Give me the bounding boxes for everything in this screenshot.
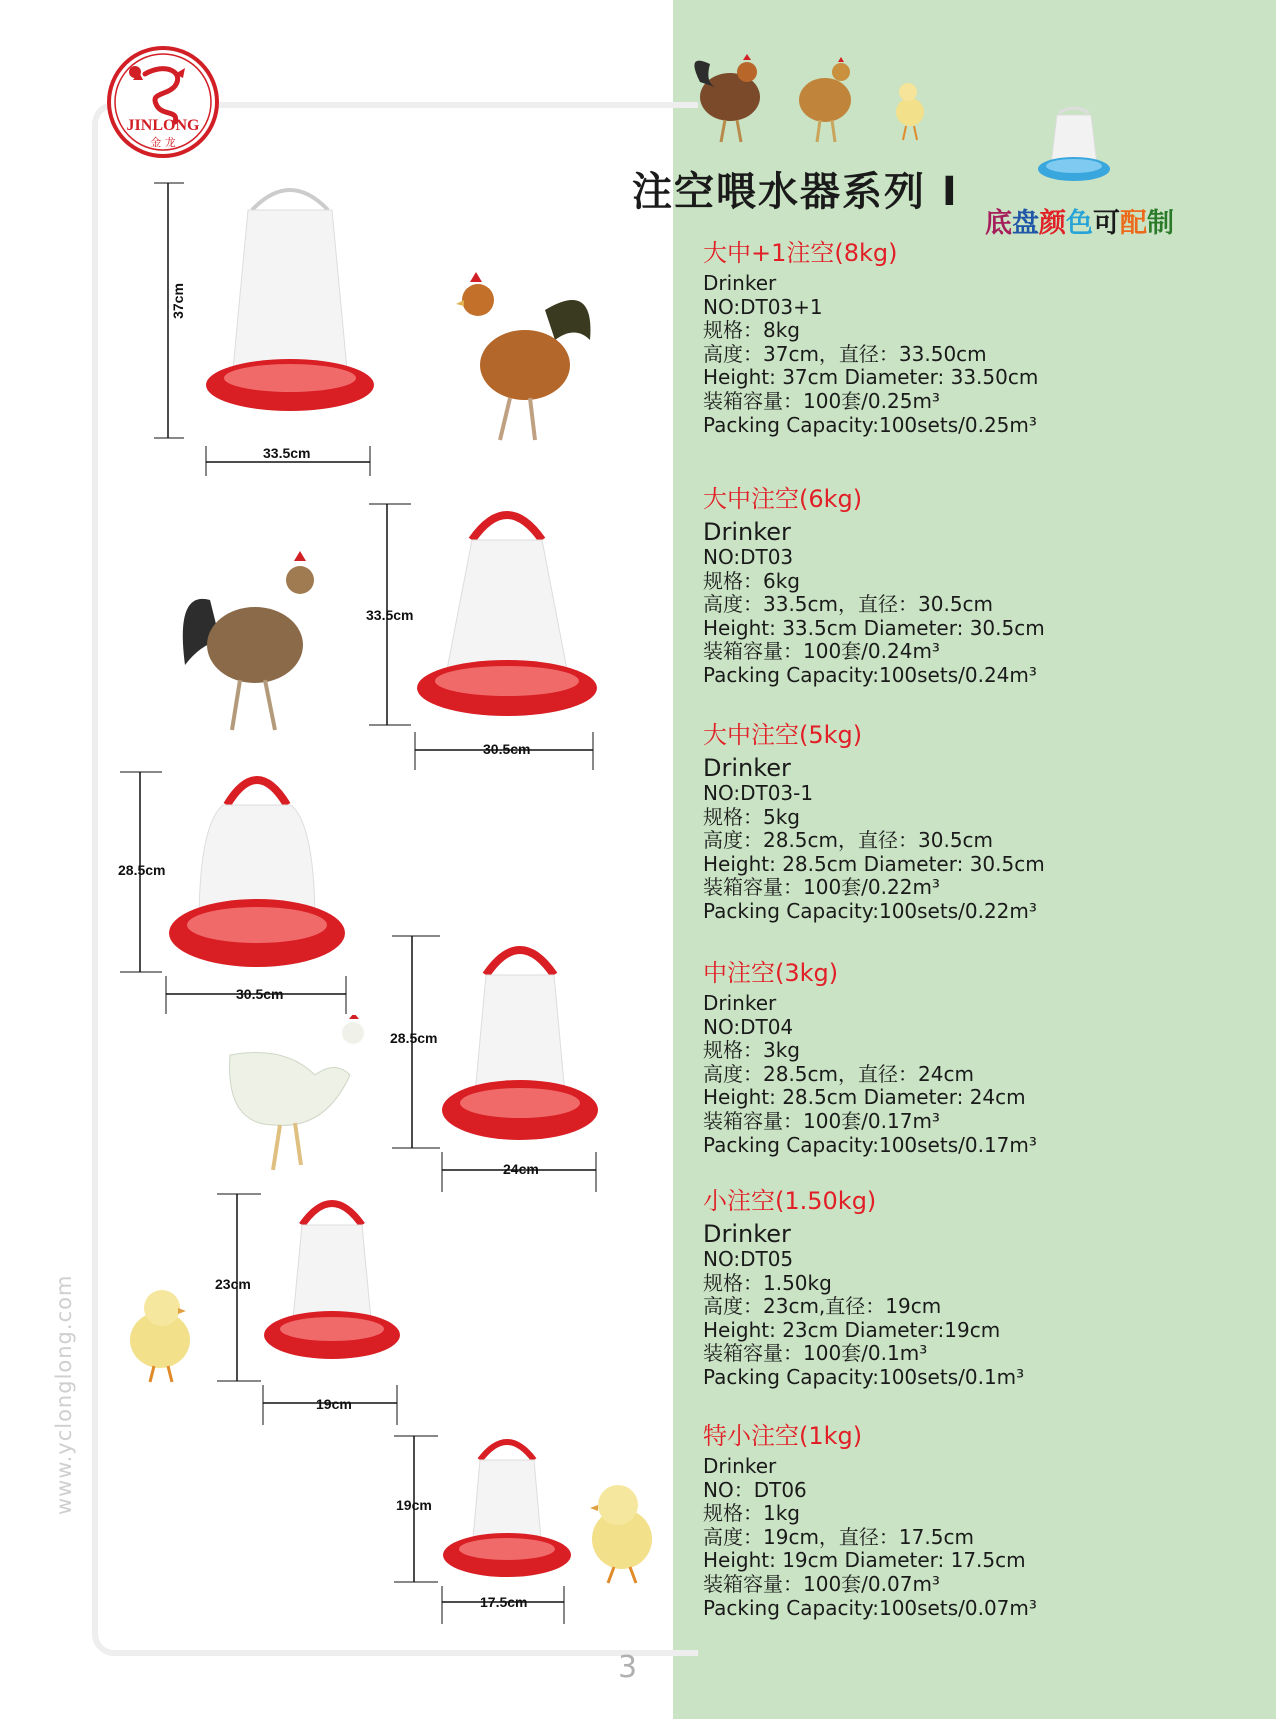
spec-line: NO:DT03 [703,545,794,569]
product-title: 大中注空(6kg) [703,485,863,513]
spec-line: Height: 33.5cm Diameter: 30.5cm [703,615,1045,640]
dim-width-5kg: 30.5cm [236,986,284,1002]
svg-text:金 龙: 金 龙 [150,136,176,149]
product-spec [703,479,1045,688]
product-spec [703,1181,1024,1390]
product-spec [703,715,1045,924]
spec-line: Drinker [703,1220,791,1248]
spec-line: 规格：3kg [703,1038,801,1063]
dim-height-1-5kg: 23cm [215,1276,251,1292]
dim-lines-1kg [392,1432,577,1632]
spec-line: 高度：19cm，直径：17.5cm [703,1524,974,1549]
color-note-char: 盘 [1012,208,1039,239]
dim-lines-8kg [150,180,390,480]
spec-line: 高度：23cm,直径：19cm [703,1294,942,1319]
spec-line: 装箱容量：100套/0.25m³ [703,388,940,413]
dim-height-1kg: 19cm [396,1497,432,1513]
spec-line: 规格：1.50kg [703,1270,832,1295]
product-spec [703,953,1037,1157]
dim-height-3kg: 28.5cm [390,1030,438,1046]
dim-width-6kg: 30.5cm [483,741,531,757]
spec-line: NO：DT06 [703,1477,807,1502]
chick-image [582,1475,660,1585]
series-title: 注空喂水器系列 I [632,169,959,215]
dim-width-1kg: 17.5cm [480,1594,528,1610]
spec-line: Packing Capacity:100sets/0.24m³ [703,662,1037,687]
rooster-image [450,270,600,445]
dim-lines-3kg [390,932,610,1197]
spec-line: 规格：1kg [703,1501,801,1526]
dim-lines-1-5kg [215,1190,415,1430]
product-title: 大中+1注空(8kg) [703,239,898,267]
spec-line: 高度：28.5cm，直径：30.5cm [703,828,994,853]
color-note-char: 底 [985,208,1012,239]
page-number: 3 [618,1650,638,1685]
spec-line: 装箱容量：100套/0.07m³ [703,1571,940,1596]
blue-base-drinker-image [1035,105,1113,187]
spec-line: Height: 28.5cm Diameter: 30.5cm [703,851,1045,876]
product-spec [703,233,1038,437]
color-note-char: 配 [1120,208,1147,239]
spec-line: Height: 23cm Diameter:19cm [703,1317,1001,1342]
spec-line: Packing Capacity:100sets/0.07m³ [703,1595,1037,1620]
chick-image [120,1280,200,1385]
dim-height-5kg: 28.5cm [118,862,166,878]
jinlong-logo [105,44,221,160]
rooster-image [180,545,330,740]
spec-line: NO:DT03+1 [703,294,823,319]
dim-height-8kg: 37cm [169,283,186,319]
spec-line: Drinker [703,991,777,1015]
spec-line: Drinker [703,1454,777,1478]
spec-line: Height: 37cm Diameter: 33.50cm [703,365,1039,390]
product-title: 特小注空(1kg) [703,1422,863,1450]
spec-line: Height: 19cm Diameter: 17.5cm [703,1548,1026,1573]
color-note-char: 制 [1147,208,1174,239]
color-note-char: 色 [1066,208,1093,239]
spec-line: 规格：6kg [703,568,801,593]
dim-width-3kg: 24cm [503,1161,539,1177]
product-spec [703,1416,1037,1620]
dim-width-8kg: 33.5cm [263,445,311,461]
product-title: 大中注空(5kg) [703,721,863,749]
spec-line: 装箱容量：100套/0.17m³ [703,1108,940,1133]
spec-line: Drinker [703,754,791,782]
dim-lines-5kg [118,768,358,1018]
spec-line: Packing Capacity:100sets/0.1m³ [703,1364,1025,1389]
spec-line: 装箱容量：100套/0.1m³ [703,1341,928,1366]
spec-line: NO:DT05 [703,1247,794,1271]
dim-height-6kg: 33.5cm [366,607,414,623]
color-note-char: 颜 [1039,208,1066,239]
spec-line: Drinker [703,518,791,546]
spec-line: 装箱容量：100套/0.24m³ [703,639,940,664]
spec-line: 规格：5kg [703,804,801,829]
spec-line: NO:DT03-1 [703,781,814,805]
spec-line: Packing Capacity:100sets/0.17m³ [703,1132,1037,1157]
spec-line: 规格：8kg [703,318,801,343]
spec-line: 高度：28.5cm，直径：24cm [703,1061,974,1086]
spec-line: Packing Capacity:100sets/0.22m³ [703,898,1037,923]
svg-text:JINLONG: JINLONG [126,117,200,134]
color-note-char: 可 [1093,208,1120,239]
chicken-family-image [685,42,935,150]
white-hen-image [225,1015,375,1175]
dim-lines-6kg [365,500,605,775]
spec-line: NO:DT04 [703,1014,794,1039]
spec-line: 高度：33.5cm，直径：30.5cm [703,592,994,617]
dim-width-1-5kg: 19cm [316,1396,352,1412]
spec-line: Packing Capacity:100sets/0.25m³ [703,412,1037,437]
product-title: 中注空(3kg) [703,959,839,987]
spec-line: Drinker [703,271,777,295]
product-title: 小注空(1.50kg) [703,1187,877,1215]
spec-line: 装箱容量：100套/0.22m³ [703,875,940,900]
spec-line: Height: 28.5cm Diameter: 24cm [703,1085,1026,1110]
spec-line: 高度：37cm，直径：33.50cm [703,341,987,366]
website-text: www.yclonglong.com [52,1274,76,1515]
